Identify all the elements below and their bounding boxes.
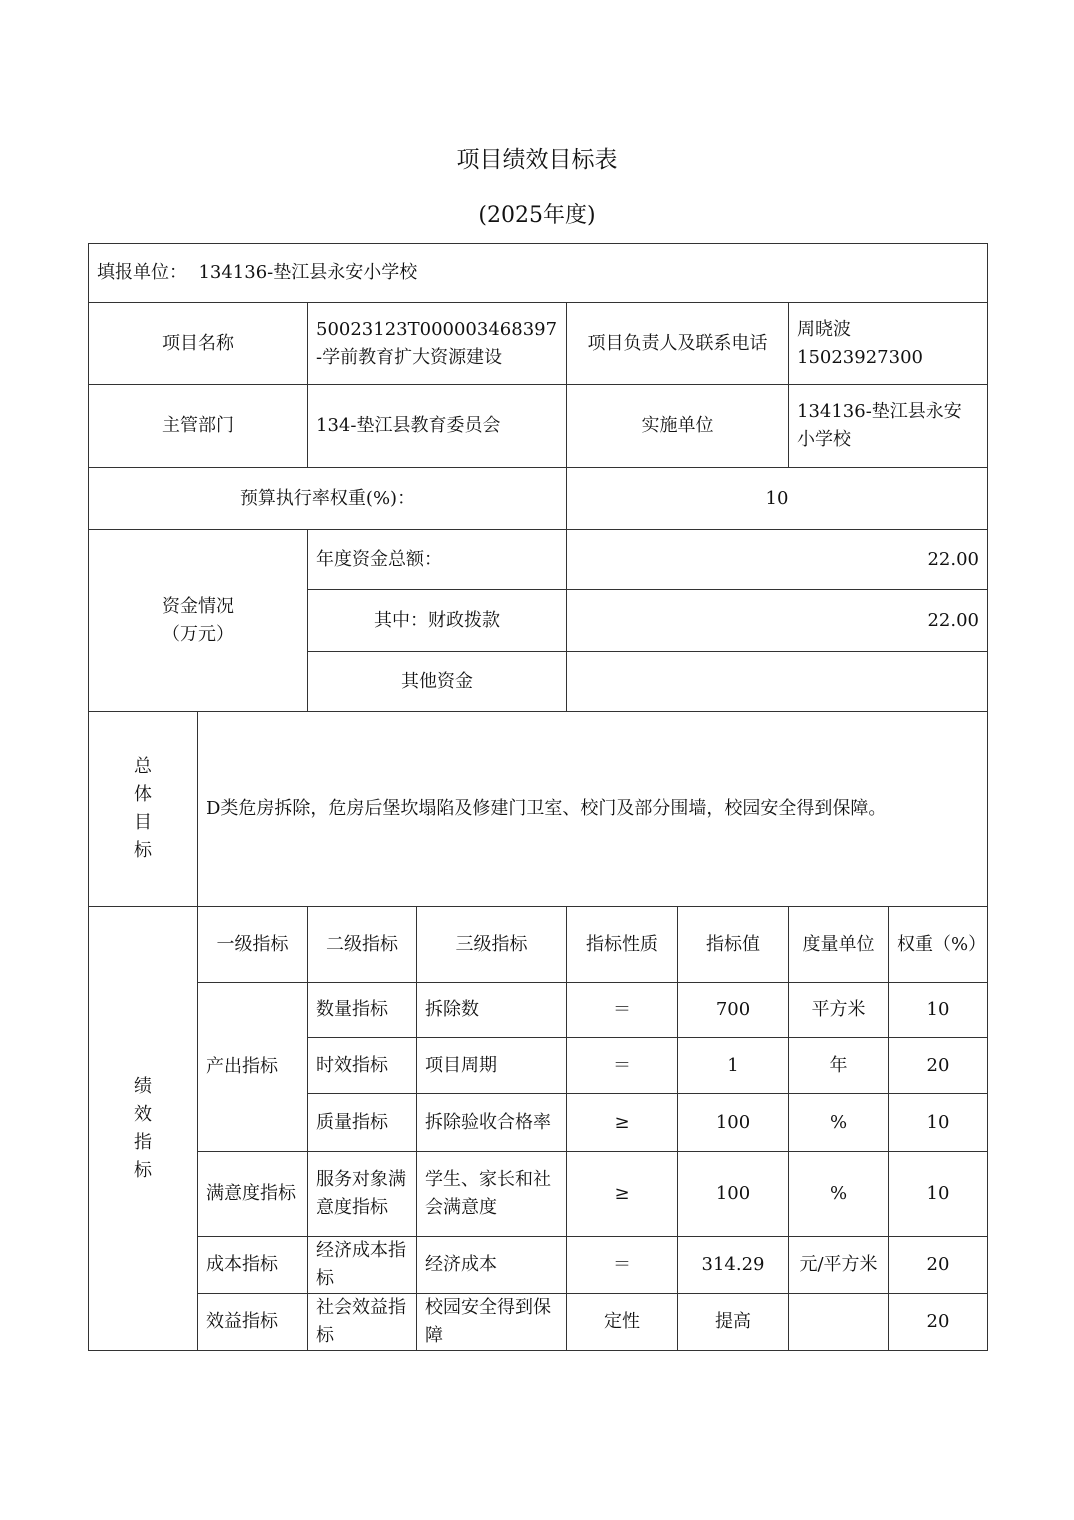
header-weight: 权重（%） [889,907,988,983]
overall-goal-label: 总 体 目 标 [89,712,198,907]
project-name-label: 项目名称 [89,303,308,385]
implementing-unit-value: 134136-垫江县永安小学校 [789,385,988,468]
project-name-value: 50023123T000003468397-学前教育扩大资源建设 [308,303,567,385]
table-row: 成本指标 经济成本指标 经济成本 ＝ 314.29 元/平方米 20 [89,1237,988,1294]
performance-target-table [88,243,988,1351]
table-row: 时效指标 项目周期 ＝ 1 年 20 [89,1038,988,1094]
funds-label-cell [89,530,308,712]
annual-total-value: 22.00 [567,530,988,590]
header-level1: 一级指标 [198,907,308,983]
fiscal-allocation-label: 其中：财政拨款 [308,590,567,652]
project-manager-value: 周晓波 15023927300 [789,303,988,385]
overall-goal-text: D类危房拆除，危房后堡坎塌陷及修建门卫室、校门及部分围墙，校园安全得到保障。 [198,712,988,907]
funds-label: 资金情况 [162,595,234,617]
header-value: 指标值 [678,907,789,983]
header-nature: 指标性质 [567,907,678,983]
other-funds-value [567,652,988,712]
implementing-unit-label: 实施单位 [567,385,789,468]
header-level2: 二级指标 [308,907,417,983]
header-unit: 度量单位 [789,907,889,983]
budget-weight-value: 10 [567,468,988,530]
project-manager-label: 项目负责人及联系电话 [567,303,789,385]
funds-unit: （万元） [162,623,234,645]
reporting-unit-cell [89,244,988,303]
department-label: 主管部门 [89,385,308,468]
table-row: 产出指标 数量指标 拆除数 ＝ 700 平方米 10 [89,983,988,1038]
performance-indicators-label: 绩 效 指 标 [89,907,198,1351]
reporting-unit-label: 填报单位： [97,262,187,283]
page-subtitle-year: (2025年度) [478,203,596,228]
output-indicators-label: 产出指标 [198,983,308,1152]
other-funds-label: 其他资金 [308,652,567,712]
header-level3: 三级指标 [417,907,567,983]
department-value: 134-垫江县教育委员会 [308,385,567,468]
table-row: 效益指标 社会效益指标 校园安全得到保障 定性 提高 20 [89,1294,988,1351]
table-row: 满意度指标 服务对象满意度指标 学生、家长和社会满意度 ≥ 100 % 10 [89,1152,988,1237]
fiscal-allocation-value: 22.00 [567,590,988,652]
page-title: 项目绩效目标表 [456,147,618,173]
annual-total-label: 年度资金总额： [308,530,567,590]
reporting-unit-value: 134136-垫江县永安小学校 [198,262,418,283]
budget-weight-label: 预算执行率权重(%)： [89,468,567,530]
table-row: 质量指标 拆除验收合格率 ≥ 100 % 10 [89,1094,988,1152]
